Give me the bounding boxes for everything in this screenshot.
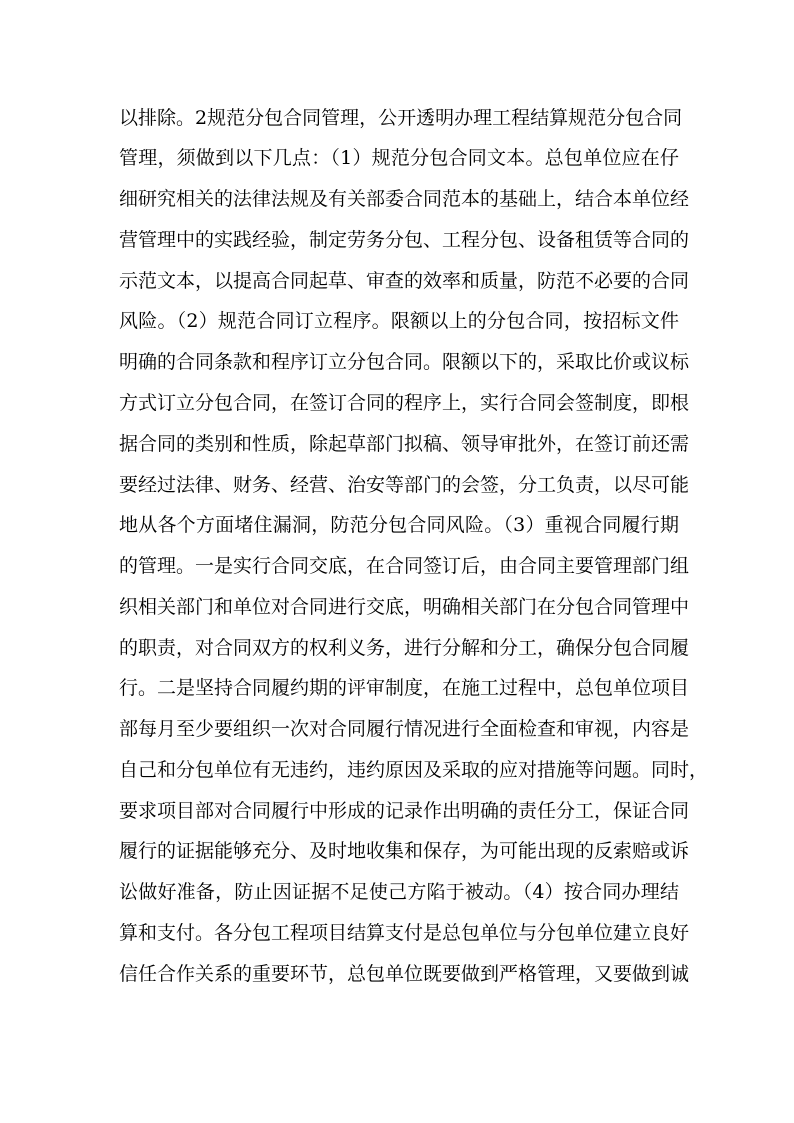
- text-line: 行。二是坚持合同履约期的评审制度，在施工过程中，总包单位项目: [119, 677, 690, 699]
- text-line: 方式订立分包合同，在签订合同的程序上，实行合同会签制度，即根: [119, 392, 690, 414]
- text-line: 明确的合同条款和程序订立分包合同。限额以下的，采取比价或议标: [119, 351, 690, 373]
- text-line: 的管理。一是实行合同交底，在合同签订后，由合同主要管理部门组: [119, 555, 690, 577]
- text-line: 细研究相关的法律法规及有关部委合同范本的基础上，结合本单位经: [119, 188, 690, 210]
- text-line: 管理，须做到以下几点：（1）规范分包合同文本。总包单位应在仔: [119, 147, 679, 169]
- text-line: 以排除。2规范分包合同管理，公开透明办理工程结算规范分包合同: [119, 107, 683, 129]
- text-line: 营管理中的实践经验，制定劳务分包、工程分包、设备租赁等合同的: [119, 229, 690, 251]
- text-line: 要经过法律、财务、经营、治安等部门的会签，分工负责，以尽可能: [119, 474, 690, 496]
- text-line: 的职责，对合同双方的权利义务，进行分解和分工，确保分包合同履: [119, 637, 690, 659]
- text-line: 示范文本，以提高合同起草、审查的效率和质量，防范不必要的合同: [119, 270, 690, 292]
- text-line: 据合同的类别和性质，除起草部门拟稿、领导审批外，在签订前还需: [119, 433, 690, 455]
- text-line: 要求项目部对合同履行中形成的记录作出明确的责任分工，保证合同: [119, 800, 690, 822]
- text-line: 信任合作关系的重要环节，总包单位既要做到严格管理，又要做到诚: [119, 963, 690, 985]
- text-line: 风险。（2）规范合同订立程序。限额以上的分包合同，按招标文件: [119, 310, 679, 332]
- text-line: 地从各个方面堵住漏洞，防范分包合同风险。（3）重视合同履行期: [119, 514, 679, 536]
- text-line: 算和支付。各分包工程项目结算支付是总包单位与分包单位建立良好: [119, 922, 690, 944]
- text-line: 部每月至少要组织一次对合同履行情况进行全面检查和审视，内容是: [119, 718, 690, 740]
- text-line: 讼做好准备，防止因证据不足使己方陷于被动。（4）按合同办理结: [119, 881, 679, 903]
- text-line: 自己和分包单位有无违约，违约原因及采取的应对措施等问题。同时，: [119, 759, 709, 781]
- text-line: 履行的证据能够充分、及时地收集和保存，为可能出现的反索赔或诉: [119, 840, 690, 862]
- text-line: 织相关部门和单位对合同进行交底，明确相关部门在分包合同管理中: [119, 596, 690, 618]
